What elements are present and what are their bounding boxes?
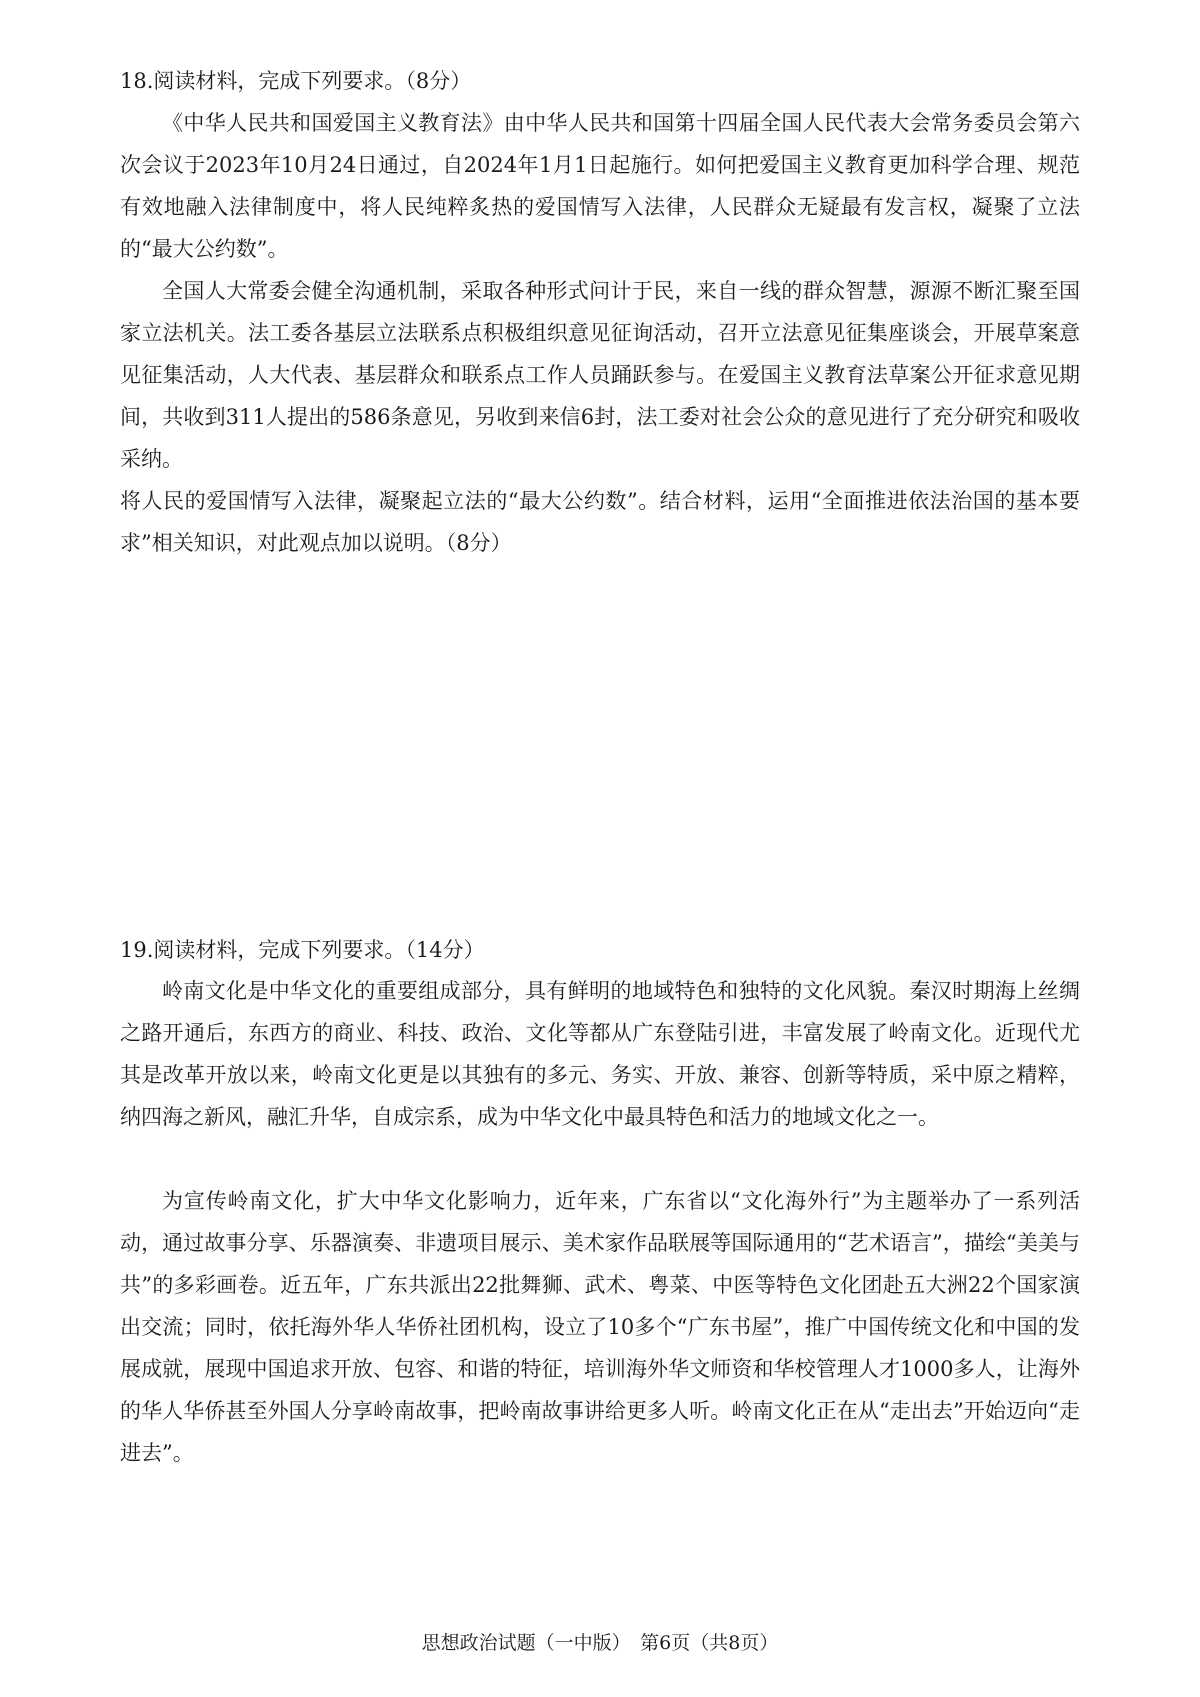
question-18-title: 18.阅读材料，完成下列要求。（8分）: [120, 69, 472, 93]
question-19-title: 19.阅读材料，完成下列要求。（14分）: [120, 938, 485, 962]
question-19-material-paragraph-1: 岭南文化是中华文化的重要组成部分，具有鲜明的地域特色和独特的文化风貌。秦汉时期海上丝绸之路开通后，东西方的商业、科技、政治、文化等都从广东登陆引进，丰富发展了岭南文化。近现代尤其是改革开放以来，岭南文化更是以其独有的多元、务实、开放、兼容、创新等特质，采中原之精粹，纳四海之新风，融汇升华，自成宗系，成为中华文化中最具特色和活力的地域文化之一。: [120, 979, 1080, 1129]
page-footer: 思想政治试题（一中版） 第6页（共8页）: [421, 1632, 779, 1654]
question-18-prompt: 将人民的爱国情写入法律，凝聚起立法的“最大公约数”。结合材料，运用“全面推进依法治国的基本要求”相关知识，对此观点加以说明。（8分）: [120, 489, 1080, 555]
question-18-material-paragraph-1: 《中华人民共和国爱国主义教育法》由中华人民共和国第十四届全国人民代表大会常务委员会第六次会议于2023年10月24日通过，自2024年1月1日起施行。如何把爱国主义教育更加科学合理、规范有效地融入法律制度中，将人民纯粹炙热的爱国情写入法律，人民群众无疑最有发言权，凝聚了立法的“最大公约数”。: [120, 111, 1080, 261]
question-18-material-paragraph-2: 全国人大常委会健全沟通机制，采取各种形式问计于民，来自一线的群众智慧，源源不断汇聚至国家立法机关。法工委各基层立法联系点积极组织意见征询活动，召开立法意见征集座谈会，开展草案意见征集活动，人大代表、基层群众和联系点工作人员踊跃参与。在爱国主义教育法草案公开征求意见期间，共收到311人提出的586条意见，另收到来信6封，法工委对社会公众的意见进行了充分研究和吸收采纳。: [120, 279, 1080, 471]
question-19-material-paragraph-2: 为宣传岭南文化，扩大中华文化影响力，近年来，广东省以“文化海外行”为主题举办了一系列活动，通过故事分享、乐器演奏、非遗项目展示、美术家作品联展等国际通用的“艺术语言”，描绘“美美与共”的多彩画卷。近五年，广东共派出22批舞狮、武术、粤菜、中医等特色文化团赴五大洲22个国家演出交流；同时，依托海外华人华侨社团机构，设立了10多个“广东书屋”，推广中国传统文化和中国的发展成就，展现中国追求开放、包容、和谐的特征，培训海外华文师资和华校管理人才1000多人，让海外的华人华侨甚至外国人分享岭南故事，把岭南故事讲给更多人听。岭南文化正在从“走出去”开始迈向“走进去”。: [120, 1189, 1080, 1465]
